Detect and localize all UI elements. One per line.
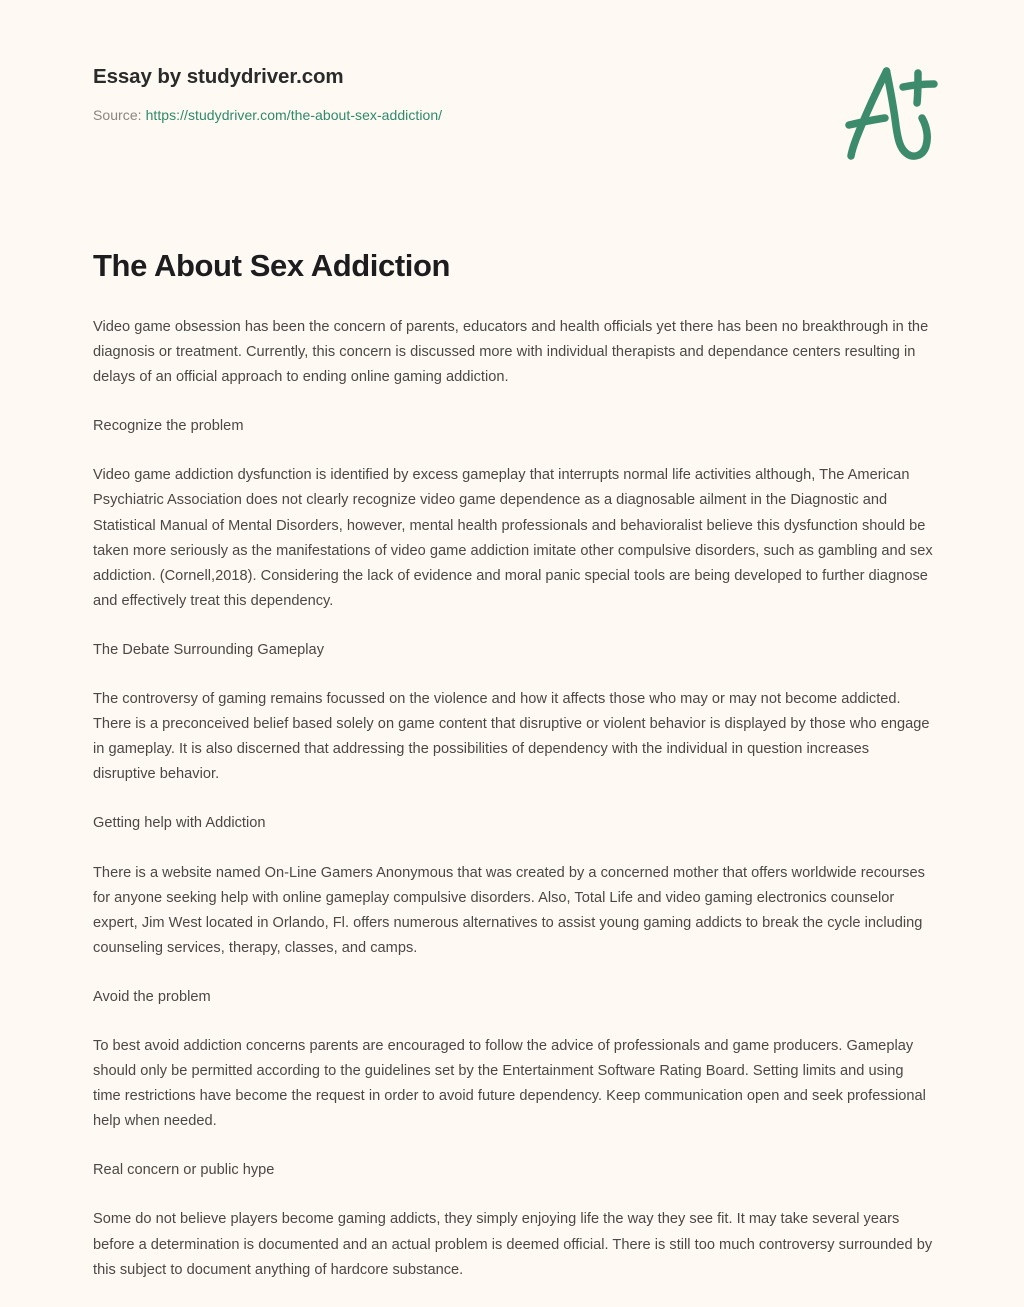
page-header [93,64,931,174]
section-heading: Real concern or public hype [93,1162,275,1179]
section-heading: Avoid the problem [93,988,211,1005]
source-line [93,106,931,124]
article-blocks [93,315,933,1283]
section-heading: Getting help with Addiction [93,815,266,832]
article-body [93,246,933,1307]
source-url-link[interactable]: https://studydriver.com/the-about-sex-addiction/ [145,107,443,123]
section-heading: Recognize the problem [93,418,244,435]
essay-byline: Essay by studydriver.com [93,65,344,88]
body-paragraph: There is a website named On-Line Gamers Anonymous that was created by a concerned mother that offers worldwide recourses for anyone seeking help with online gameplay compulsive disorders. Also, Total Life and video gaming electronics counselor expert, Jim West located in Orlando, Fl. offers numerous alternatives to assist young gaming addicts to break the cycle including counseling services, therapy, classes, and camps. [93,864,925,956]
source-label: Source: [93,107,142,123]
studydriver-a-plus-logo [838,62,946,166]
body-paragraph: Some do not believe players become gaming addicts, they simply enjoying life the way they see fit. It may take several years before a determination is documented and an actual problem is deemed official. There is still too much controversy surrounded by this subject to document anything of hardcore substance. [93,1211,933,1278]
a-plus-icon [838,62,946,166]
body-paragraph: To best avoid addiction concerns parents are encouraged to follow the advice of professionals and game producers. Gameplay should only be permitted according to the guidelines set by the Entertainment Software Rating Board. Setting limits and using time restrictions have become the request in order to avoid future dependency. Keep communication open and seek professional help when needed. [93,1037,926,1130]
body-paragraph: Video game obsession has been the concern of parents, educators and health officials yet there has been no breakthrough in the diagnosis or treatment. Currently, this concern is discussed more with individual therapists and dependance centers resulting in delays of an official approach to ending online gaming addiction. [93,319,929,386]
page-title: The About Sex Addiction [93,248,451,283]
section-heading: The Debate Surrounding Gameplay [93,641,325,658]
body-paragraph: Video game addiction dysfunction is identified by excess gameplay that interrupts normal life activities although, The American Psychiatric Association does not clearly recognize video game dependence as a diagnosable ailment in the Diagnostic and Statistical Manual of Mental Disorders, however, mental health professionals and behavioralist believe this dysfunction should be taken more seriously as the manifestations of video game addiction imitate other compulsive disorders, such as gambling and sex addiction. (Cornell,2018). Considering the lack of evidence and moral panic special tools are being developed to further diagnose and effectively treat this dependency. [93,467,933,609]
body-paragraph: The controversy of gaming remains focussed on the violence and how it affects those who may or may not become addicted. There is a preconceived belief based solely on game content that disruptive or violent behavior is displayed by those who engage in gameplay. It is also discerned that addressing the possibilities of dependency with the individual in question increases disruptive behavior. [93,691,930,783]
